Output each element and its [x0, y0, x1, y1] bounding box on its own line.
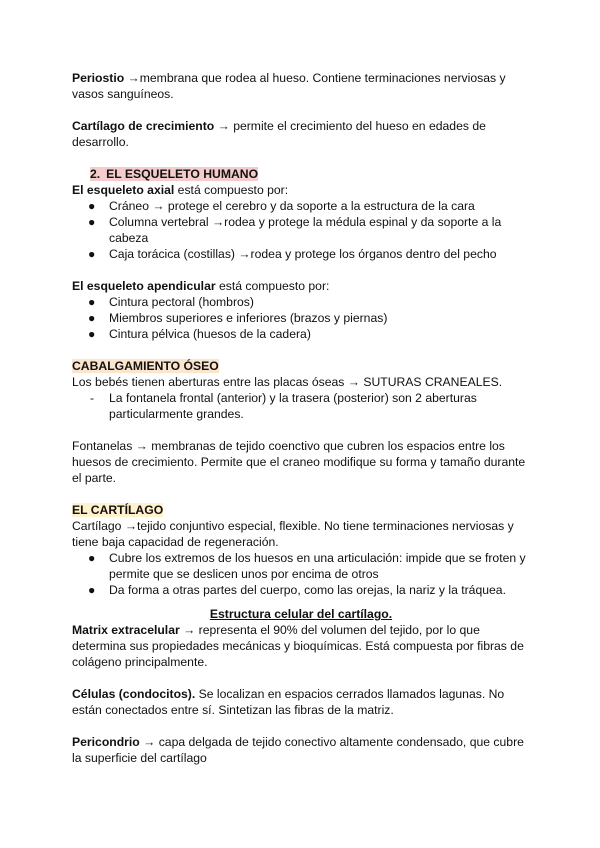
cabalgamiento-list — [72, 390, 530, 422]
apendicular-intro — [72, 278, 530, 294]
list-item-text: Cubre los extremos de los huesos en una articulación: impide que se froten y permite que se deslicen unos por encima de otros — [109, 551, 526, 581]
fontanelas-paragraph: Fontanelas → membranas de tejido coenctivo que cubren los espacios entre los huesos de crecimiento. Permite que el craneo modifique su forma y tamaño durante el parte. — [72, 439, 526, 485]
pericondrio-paragraph — [72, 734, 530, 766]
bullet-icon: ● — [88, 295, 96, 309]
list-item — [72, 326, 530, 342]
matrix-paragraph — [72, 622, 530, 670]
list-item — [72, 294, 530, 310]
cartilago-title: EL CARTÍLAGO — [72, 503, 164, 517]
bullet-icon: ● — [88, 583, 96, 597]
cabalgamiento-text: Los bebés tienen aberturas entre las placas óseas → SUTURAS CRANEALES. — [72, 375, 503, 389]
estructura-title: Estructura celular del cartílago. — [209, 607, 393, 621]
cabalgamiento-heading — [72, 358, 530, 374]
list-item — [72, 198, 530, 214]
cartilago-crecimiento-term: Cartílago de crecimiento — [72, 119, 215, 133]
section-title: EL ESQUELETO HUMANO — [106, 167, 259, 181]
apendicular-text: está compuesto por: — [215, 279, 330, 293]
list-item-text: Da forma a otras partes del cuerpo, como las orejas, la nariz y la tráquea. — [109, 583, 506, 597]
list-item — [72, 246, 530, 262]
celulas-text: Se localizan en espacios cerrados llamados lagunas. No están conectados entre sí. Sintetizan las fibras de la matriz. — [72, 687, 505, 717]
dash-icon: - — [90, 391, 95, 405]
cartilago-crecimiento-paragraph — [72, 118, 530, 150]
list-item — [72, 214, 530, 246]
list-item — [72, 310, 530, 326]
cabalgamiento-title: CABALGAMIENTO ÓSEO — [72, 359, 219, 373]
bullet-icon: ● — [88, 247, 96, 261]
celulas-term: Células (condocitos). — [72, 687, 196, 701]
list-item-text: Cintura pectoral (hombros) — [109, 295, 254, 309]
list-item — [72, 390, 530, 422]
document-page — [72, 70, 530, 766]
matrix-text: → representa el 90% del volumen del tejido, por lo que determina sus propiedades mecánicas y bioquímicas. Está compuesta por fibras de colágeno principalmente. — [72, 623, 524, 669]
cartilago-heading — [72, 502, 530, 518]
list-item-text: Miembros superiores e inferiores (brazos y piernas) — [109, 311, 388, 325]
bullet-icon: ● — [88, 311, 96, 325]
periostio-term: Periostio — [72, 71, 125, 85]
cartilago-crecimiento-text: → permite el crecimiento del hueso en edades de desarrollo. — [72, 119, 486, 149]
cartilago-list — [72, 550, 530, 598]
axial-intro — [72, 182, 530, 198]
list-item-text: Cintura pélvica (huesos de la cadera) — [109, 327, 311, 341]
apendicular-term: El esqueleto apendicular — [72, 279, 216, 293]
bullet-icon: ● — [88, 327, 96, 341]
periostio-paragraph — [72, 70, 530, 102]
axial-list — [72, 198, 530, 262]
list-item — [72, 550, 530, 582]
axial-term: El esqueleto axial — [72, 183, 175, 197]
matrix-term: Matrix extracelular — [72, 623, 180, 637]
section-number: 2. — [90, 167, 101, 181]
list-item-text: La fontanela frontal (anterior) y la trasera (posterior) son 2 aberturas particularmente grandes. — [109, 391, 477, 421]
cartilago-text: Cartílago →tejido conjuntivo especial, flexible. No tiene terminaciones nerviosas y tiene baja capacidad de regeneración. — [72, 519, 514, 549]
periostio-text: →membrana que rodea al hueso. Contiene terminaciones nerviosas y vasos sanguíneos. — [72, 71, 506, 101]
list-item-text: Columna vertebral →rodea y protege la médula espinal y da soporte a la cabeza — [109, 215, 502, 245]
pericondrio-term: Pericondrio — [72, 735, 140, 749]
axial-text: está compuesto por: — [174, 183, 289, 197]
pericondrio-text: → capa delgada de tejido conectivo altamente condensado, que cubre la superficie del cartílago — [72, 735, 524, 765]
celulas-paragraph — [72, 686, 530, 718]
list-item — [72, 582, 530, 598]
bullet-icon: ● — [88, 199, 96, 213]
bullet-icon: ● — [88, 551, 96, 565]
apendicular-list — [72, 294, 530, 342]
bullet-icon: ● — [88, 215, 96, 229]
section-heading — [72, 166, 530, 182]
list-item-text: Caja torácica (costillas) →rodea y protege los órganos dentro del pecho — [109, 247, 497, 261]
list-item-text: Cráneo → protege el cerebro y da soporte a la estructura de la cara — [109, 199, 475, 213]
